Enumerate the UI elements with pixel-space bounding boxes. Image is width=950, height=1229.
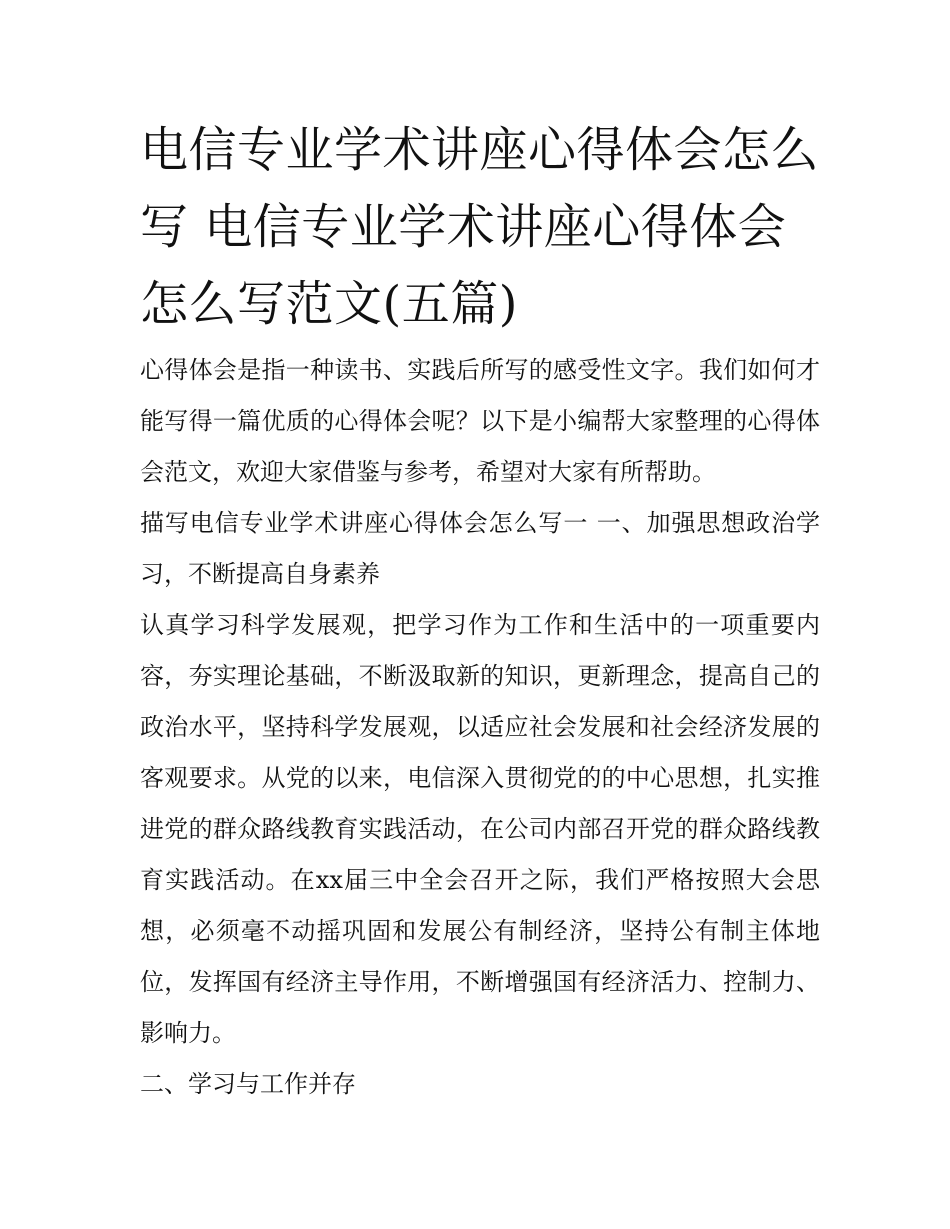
document-title: 电信专业学术讲座心得体会怎么写 电信专业学术讲座心得体会怎么写范文(五篇) [140,122,820,332]
body-paragraph: 认真学习科学发展观，把学习作为工作和生活中的一项重要内容，夯实理论基础，不断汲取新的知识，更新理念，提高自己的政治水平，坚持科学发展观，以适应社会发展和社会经济发展的客观要求。从党的以来，电信深入贯彻党的的中心思想，扎实推进党的群众路线教育实践活动，在公司内部召开党的群众路线教育实践活动。在xx届三中全会召开之际，我们严格按照大会思想，必须毫不动摇巩固和发展公有制经济，坚持公有制主体地位，发挥国有经济主导作用，不断增强国有经济活力、控制力、影响力。 [140,611,820,1047]
section-heading-2: 二、学习与工作并存 [140,1070,356,1098]
document-page [140,112,820,1110]
section-heading-1: 描写电信专业学术讲座心得体会怎么写一 一、加强思想政治学习，不断提高自身素养 [140,509,820,588]
intro-paragraph: 心得体会是指一种读书、实践后所写的感受性文字。我们如何才能写得一篇优质的心得体会呢？以下是小编帮大家整理的心得体会范文，欢迎大家借鉴与参考，希望对大家有所帮助。 [140,356,820,486]
